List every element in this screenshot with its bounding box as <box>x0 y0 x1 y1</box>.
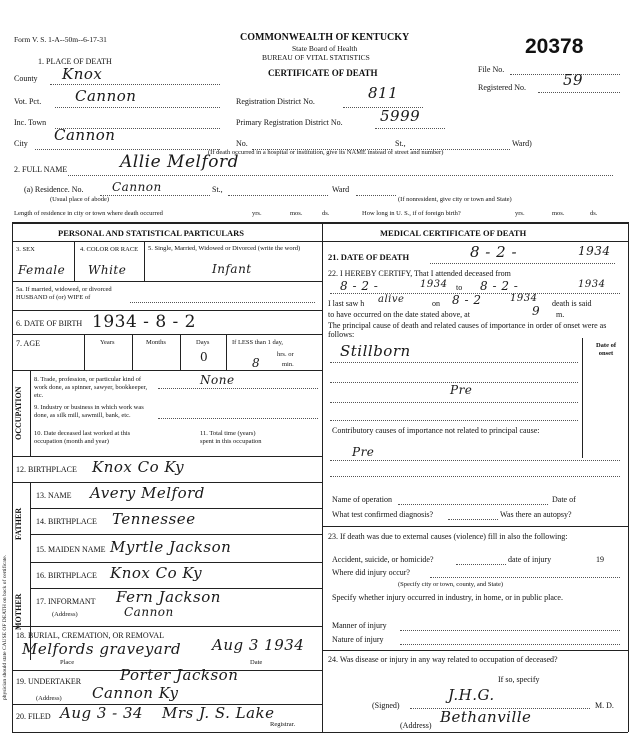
min-label: min. <box>282 361 294 368</box>
last-saw-date: 8 - 2 <box>452 293 482 307</box>
mother-maiden-value: Myrtle Jackson <box>110 538 232 556</box>
hospital-note: (If death occurred in a hospital or institution, give its NAME instead of street and number) <box>208 149 444 156</box>
mother-maiden-label: 15. MAIDEN NAME <box>36 545 106 554</box>
occupation-vertical-label: OCCUPATION <box>14 386 23 440</box>
contributory-value: Pre <box>352 445 375 459</box>
attended-to-value: 8 - 2 - <box>480 279 519 293</box>
residence-ward-label: Ward <box>332 185 350 194</box>
signed-label: (Signed) <box>372 701 400 710</box>
filed-registrar-value: Mrs J. S. Lake <box>162 704 275 722</box>
burial-date-value: Aug 3 1934 <box>212 636 305 654</box>
operation-label: Name of operation <box>332 495 392 504</box>
m-label: m. <box>556 310 565 319</box>
birthplace-label: 12. BIRTHPLACE <box>16 465 77 474</box>
informant-value: Fern Jackson <box>116 588 221 606</box>
undertaker-value: Porter Jackson <box>120 666 239 684</box>
file-no-label: File No. <box>478 65 505 74</box>
date-of-death-year: 1934 <box>578 244 611 258</box>
burial-place-label: Place <box>60 659 75 666</box>
medical-address-value: Bethanville <box>440 708 532 726</box>
medical-address-label: (Address) <box>400 721 432 730</box>
mother-birthplace-value: Knox Co Ky <box>110 564 203 582</box>
signed-value: J.H.G. <box>448 686 495 704</box>
undertaker-label: 19. UNDERTAKER <box>16 677 82 686</box>
undertaker-address-label: (Address) <box>36 695 62 702</box>
registration-district-label: Registration District No. <box>236 97 315 106</box>
year-label: 19 <box>596 555 604 564</box>
ward-label: Ward) <box>512 139 532 148</box>
marital-label: 5. Single, Married, Widowed or Divorced (write the word) <box>148 245 301 252</box>
days-label: Days <box>196 339 210 346</box>
contributory-label: Contributory causes of importance not related to principal cause: <box>332 426 540 435</box>
principal-cause-text: The principal cause of death and related causes of importance in order of onset were as follows: <box>328 321 607 340</box>
date-of-onset-label: Date of onset <box>595 342 617 357</box>
marital-value: Infant <box>212 262 252 276</box>
yrs-label-2: yrs. <box>515 210 525 217</box>
county-value: Knox <box>62 65 103 83</box>
inc-town-label: Inc. Town <box>14 118 47 127</box>
ds-label-2: ds. <box>590 210 598 217</box>
vot-pct-label: Vot. Pct. <box>14 97 42 106</box>
manner-label: Manner of injury <box>332 621 387 630</box>
years-label: Years <box>100 339 115 346</box>
dob-value: 1934 - 8 - 2 <box>92 312 196 332</box>
min-value: 8 <box>252 356 261 370</box>
mos-label: mos. <box>290 210 303 217</box>
registered-no-label: Registered No. <box>478 83 526 92</box>
mos-label-2: mos. <box>552 210 565 217</box>
primary-registration-label: Primary Registration District No. <box>236 118 343 127</box>
usual-place-note: (Usual place of abode) <box>50 196 110 203</box>
occurred-time: 9 <box>532 304 541 318</box>
where-injury-label: Where did injury occur? <box>332 568 410 577</box>
residence-label: (a) Residence. No. <box>24 185 84 194</box>
burial-label: 18. BURIAL, CREMATION, OR REMOVAL <box>16 631 165 640</box>
age-label: 7. AGE <box>16 339 40 348</box>
cause-value-2: Pre <box>450 383 473 397</box>
specify-place-note: (Specify city or town, county, and State) <box>398 581 503 588</box>
last-worked-label: 10. Date deceased last worked at this occupation (month and year) <box>34 430 131 445</box>
last-saw-year: 1934 <box>510 293 538 304</box>
father-name-value: Avery Melford <box>90 484 205 502</box>
filed-date-value: Aug 3 - 34 <box>60 704 144 722</box>
street-label: St., <box>395 139 406 148</box>
residence-street-label: St., <box>212 185 223 194</box>
birthplace-value: Knox Co Ky <box>92 458 185 476</box>
certify-label: 22. I HEREBY CERTIFY, That I attended deceased from <box>328 269 511 278</box>
spouse-label: 5a. If married, widowed, or divorced HUSBAND of (or) WIFE of <box>16 286 112 301</box>
color-label: 4. COLOR OR RACE <box>80 246 139 253</box>
occurred-text: to have occurred on the date stated above, at <box>328 310 470 319</box>
attended-from-year: 1934 <box>420 279 448 290</box>
disease-occupation-label: 24. Was disease or injury in any way related to occupation of deceased? <box>328 655 558 664</box>
city-value: Cannon <box>54 126 116 144</box>
burial-place-value: Melfords graveyard <box>22 640 182 658</box>
hrs-label: hrs. or <box>277 351 294 358</box>
last-saw-value: alive <box>378 294 405 305</box>
if-so-label: If so, specify <box>498 675 540 684</box>
full-name-value: Allie Melford <box>120 152 239 172</box>
place-of-death-label: 1. PLACE OF DEATH <box>38 57 112 66</box>
personal-section-title: PERSONAL AND STATISTICAL PARTICULARS <box>58 228 245 238</box>
form-number: Form V. S. 1-A--50m--6-17-31 <box>14 35 107 44</box>
days-value: 0 <box>200 350 209 364</box>
informant-label: 17. INFORMANT <box>36 597 96 606</box>
injury-date-label: date of injury <box>508 555 552 564</box>
father-birthplace-label: 14. BIRTHPLACE <box>36 517 97 526</box>
length-residence-label: Length of residence in city or town where death occurred <box>14 210 163 217</box>
full-name-label: 2. FULL NAME <box>14 165 68 174</box>
nonresident-note: (If nonresident, give city or town and State) <box>398 196 512 203</box>
trade-value: None <box>200 373 235 387</box>
residence-value: Cannon <box>112 180 162 194</box>
father-birthplace-value: Tennessee <box>112 510 196 528</box>
operation-date-label: Date of <box>552 495 576 504</box>
total-time-label: 11. Total time (years) spent in this occupation <box>200 430 262 445</box>
registrar-label: Registrar. <box>270 721 296 728</box>
yrs-label: yrs. <box>252 210 262 217</box>
to-label: to <box>456 283 463 292</box>
test-label: What test confirmed diagnosis? <box>332 510 434 519</box>
medical-section-title: MEDICAL CERTIFICATE OF DEATH <box>380 228 527 238</box>
registered-no-value: 59 <box>563 71 584 89</box>
city-label: City <box>14 139 28 148</box>
industry-label: 9. Industry or business in which work was done, as silk mill, sawmill, bank, etc. <box>34 404 144 419</box>
external-causes-label: 23. If death was due to external causes (violence) fill in also the following: <box>328 532 568 541</box>
how-long-label: How long in U. S., if of foreign birth? <box>362 210 461 217</box>
dob-label: 6. DATE OF BIRTH <box>16 319 83 328</box>
registration-district-value: 811 <box>368 84 399 102</box>
father-name-label: 13. NAME <box>36 491 72 500</box>
last-saw-label: I last saw h <box>328 299 365 308</box>
filed-label: 20. FILED <box>16 712 51 721</box>
vot-pct-value: Cannon <box>75 87 137 105</box>
side-note: physician should state CAUSE OF DEATH on back of certificate. <box>2 554 8 700</box>
father-vertical-label: FATHER <box>14 507 23 540</box>
trade-label: 8. Trade, profession, or particular kind of work done, as spinner, sawyer, bookkeeper, etc. <box>34 376 148 399</box>
color-value: White <box>88 263 127 277</box>
nature-label: Nature of injury <box>332 635 384 644</box>
board-heading: State Board of Health <box>292 44 358 53</box>
county-label: County <box>14 74 38 83</box>
mother-vertical-label: MOTHER <box>14 593 23 630</box>
attended-to-year: 1934 <box>578 279 606 290</box>
months-label: Months <box>146 339 166 346</box>
mother-birthplace-label: 16. BIRTHPLACE <box>36 571 97 580</box>
md-label: M. D. <box>595 701 614 710</box>
death-said-label: death is said <box>552 299 592 308</box>
sex-label: 3. SEX <box>16 246 35 253</box>
autopsy-label: Was there an autopsy? <box>500 510 572 519</box>
specify-industry-label: Specify whether injury occurred in industry, in home, or in public place. <box>332 593 563 602</box>
on-label: on <box>432 299 440 308</box>
date-of-death-label: 21. DATE OF DEATH <box>328 252 410 262</box>
burial-date-label: Date <box>250 659 263 666</box>
stamp-number: 20378 <box>525 35 584 58</box>
bureau-heading: BUREAU OF VITAL STATISTICS <box>262 53 370 62</box>
less-than-label: If LESS than 1 day, <box>232 339 284 346</box>
ds-label: ds. <box>322 210 330 217</box>
street-no-label: No. <box>236 139 248 148</box>
date-of-death-value: 8 - 2 - <box>470 243 518 261</box>
accident-label: Accident, suicide, or homicide? <box>332 555 434 564</box>
undertaker-address-value: Cannon Ky <box>92 684 179 702</box>
certificate-title: CERTIFICATE OF DEATH <box>268 68 378 78</box>
commonwealth-heading: COMMONWEALTH OF KENTUCKY <box>240 32 410 43</box>
primary-registration-value: 5999 <box>380 107 421 125</box>
informant-address-label: (Address) <box>52 611 78 618</box>
attended-from-value: 8 - 2 - <box>340 279 379 293</box>
cause-value: Stillborn <box>340 342 411 360</box>
sex-value: Female <box>18 263 66 277</box>
informant-address-value: Cannon <box>124 605 174 619</box>
